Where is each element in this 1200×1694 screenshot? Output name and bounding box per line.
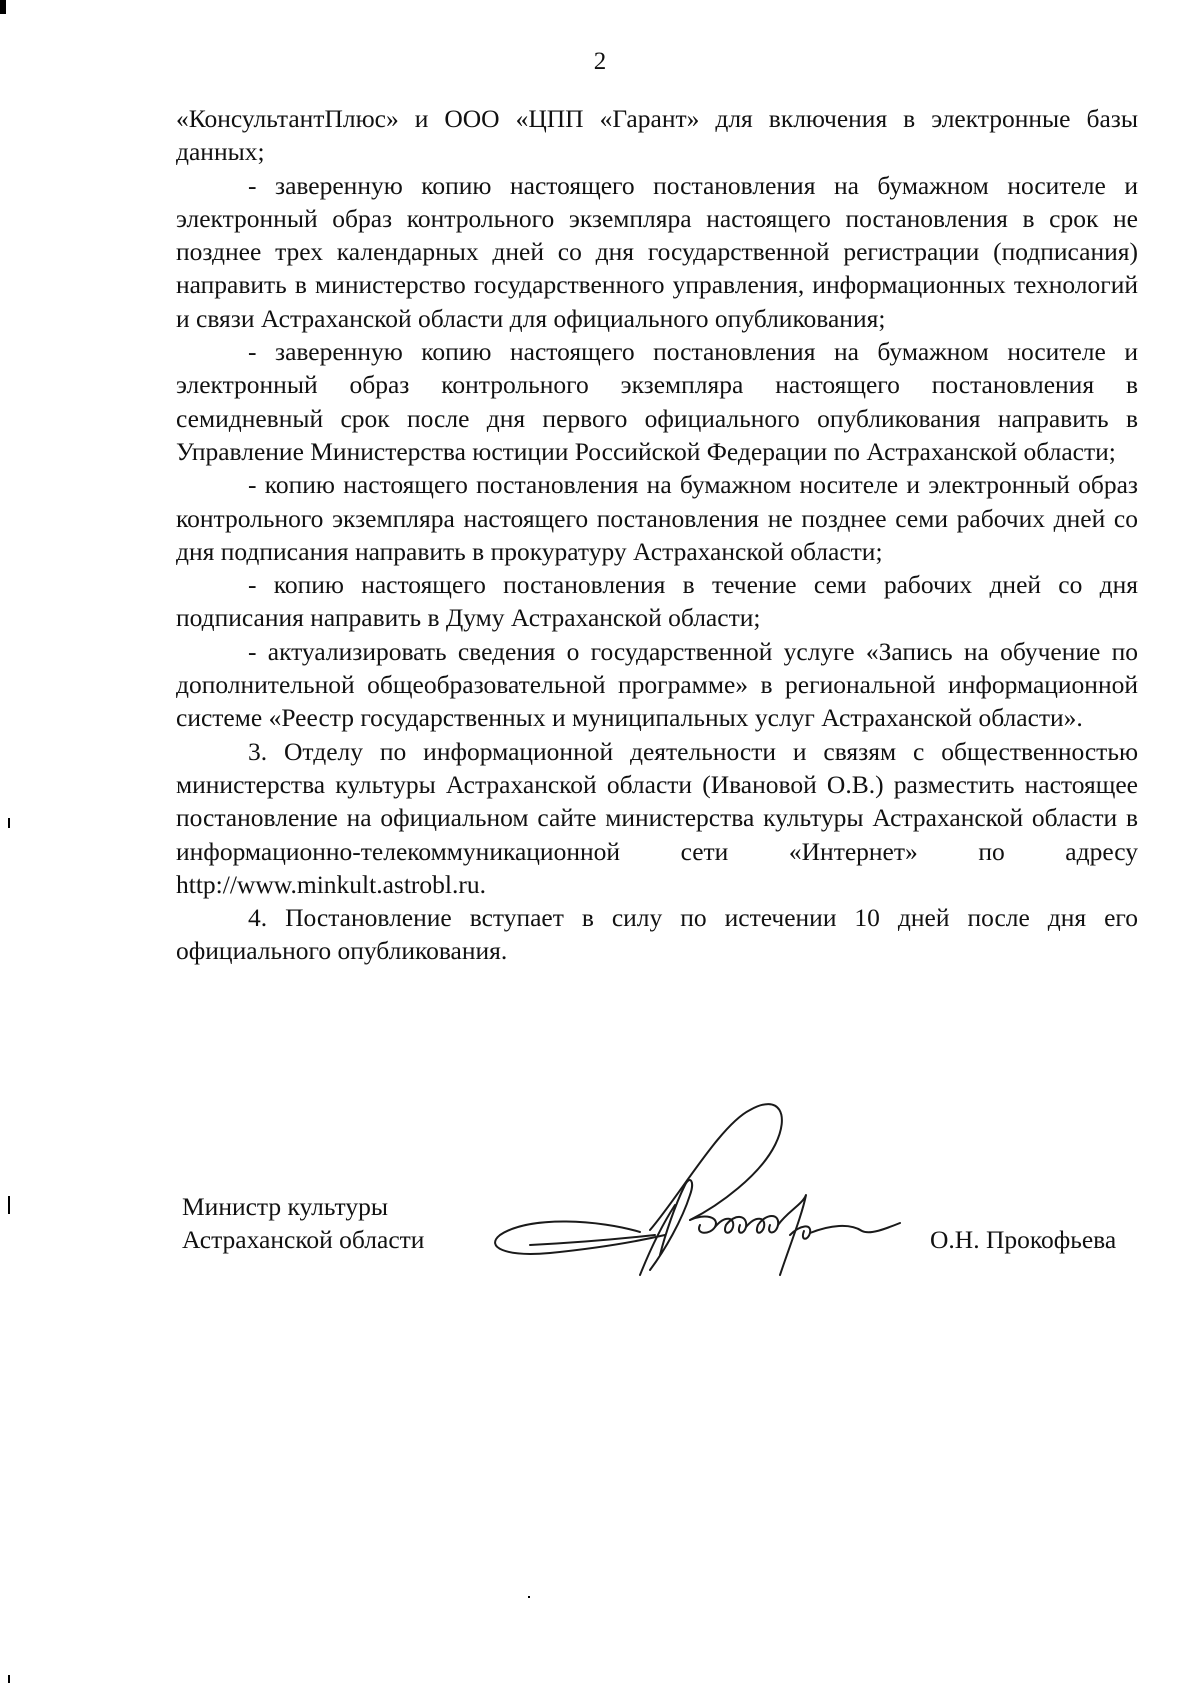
document-body [176, 102, 1138, 968]
signer-name: О.Н. Прокофьева [930, 1225, 1117, 1254]
paragraph: - копию настоящего постановления на бумажном носителе и электронный образ контрольного экземпляра настоящего постановления не позднее семи рабочих дней со дня подписания направить в прокуратуру Астраханской области; [176, 470, 1138, 566]
scan-artifact-low [8, 1196, 10, 1214]
scan-artifact-top [0, 0, 6, 14]
paragraph: «КонсультантПлюс» и ООО «ЦПП «Гарант» для включения в электронные базы данных; [176, 104, 1138, 167]
paragraph: - заверенную копию настоящего постановления на бумажном носителе и электронный образ контрольного экземпляра настоящего постановления в семидневный срок после дня первого официального опубликования направить в Управление Министерства юстиции Российской Федерации по Астраханской области; [176, 337, 1138, 466]
paragraph: 3. Отделу по информационной деятельности и связям с общественностью министерства культуры Астраханской области (Ивановой О.В.) разместить настоящее постановление на официальном сайте министерства культуры Астраханской области в информационно-телекоммуникационной сети «Интернет» по адресу http://www.minkult.astrobl.ru. [176, 736, 1138, 899]
scan-speck [528, 1596, 530, 1598]
signatory-position [182, 1190, 424, 1256]
signatory-position-line1: Министр культуры [182, 1192, 388, 1221]
signatory-position-line2: Астраханской области [182, 1225, 425, 1254]
paragraph: 4. Постановление вступает в силу по истечении 10 дней после дня его официального опубликования. [176, 903, 1138, 966]
paragraph: - копию настоящего постановления в течение семи рабочих дней со дня подписания направить в Думу Астраханской области; [176, 570, 1138, 633]
scan-artifact-mid [8, 818, 10, 828]
paragraph: - актуализировать сведения о государственной услуге «Запись на обучение по дополнительной общеобразовательной программе» в региональной информационной системе «Реестр государственных и муниципальных услуг Астраханской области». [176, 636, 1138, 733]
scan-artifact-bottom [8, 1675, 10, 1683]
handwritten-signature [490, 1085, 930, 1295]
page-number: 2 [593, 48, 607, 75]
paragraph: - заверенную копию настоящего постановления на бумажном носителе и электронный образ контрольного экземпляра настоящего постановления в срок не позднее трех календарных дней со дня государственной регистрации (подписания) направить в министерство государственного управления, информационных технологий и связи Астраханской области для официального опубликования; [176, 170, 1138, 333]
